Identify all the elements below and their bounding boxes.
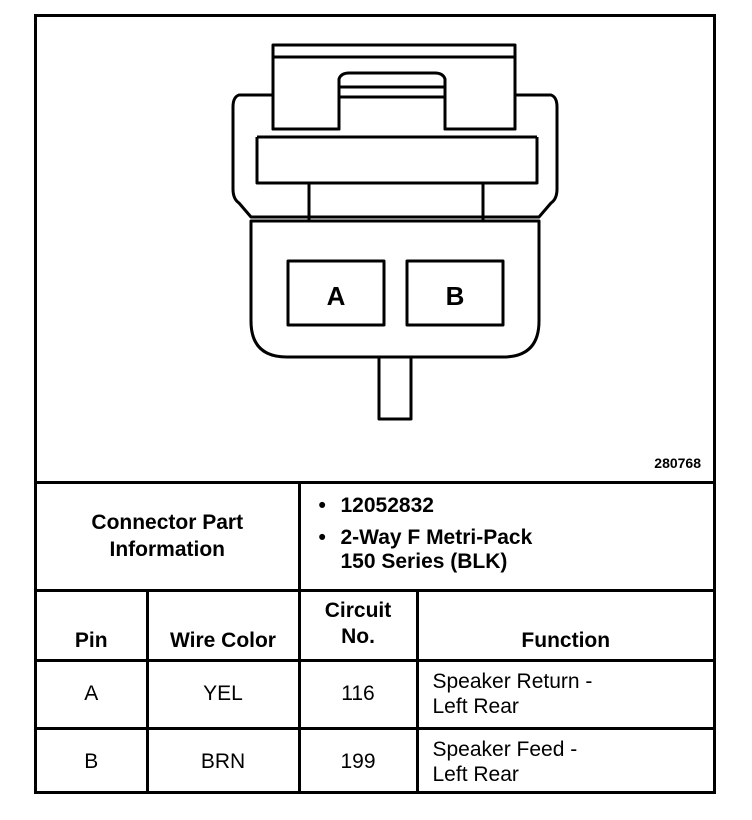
header-function: Function <box>417 590 713 660</box>
part-series-item <box>341 526 714 574</box>
row-b-function-line1: Speaker Feed - <box>432 737 578 761</box>
part-info-label-line2: Information <box>109 538 225 562</box>
row-b-function <box>417 728 713 794</box>
row-a-function-line1: Speaker Return - <box>432 670 593 693</box>
part-series-line1: • 2-Way F Metri-Pack <box>340 526 533 549</box>
connector-lower-body <box>251 221 539 357</box>
table-row <box>37 660 713 728</box>
wire-lead <box>379 357 411 419</box>
connector-info-frame <box>34 14 716 794</box>
pin-label-a: A <box>326 281 346 311</box>
row-a-function <box>417 660 713 728</box>
row-a-pin: A <box>37 660 147 728</box>
row-a-circuit: 116 <box>299 660 417 728</box>
part-info-label <box>37 484 299 590</box>
row-b-pin: B <box>37 728 147 794</box>
row-b-function-line2: Left Rear <box>432 762 519 786</box>
part-series-line2: 150 Series (BLK) <box>340 550 508 573</box>
part-info-list <box>301 484 714 574</box>
row-a-wire-color: YEL <box>147 660 299 728</box>
connector-upper-body <box>233 95 557 217</box>
part-number-item <box>341 494 714 518</box>
table-row <box>37 728 713 794</box>
connector-diagram <box>37 17 713 481</box>
row-a-function-line2: Left Rear <box>432 695 519 718</box>
header-row <box>37 590 713 660</box>
row-b-wire-color: BRN <box>147 728 299 794</box>
header-circuit-line2: No. <box>341 624 375 648</box>
header-circuit <box>299 590 417 660</box>
row-b-circuit: 199 <box>299 728 417 794</box>
part-info-label-line1: Connector Part <box>91 511 244 535</box>
part-info-details <box>299 484 713 590</box>
pin-label-b: B <box>445 281 465 311</box>
part-number: • 12052832 <box>340 494 434 517</box>
figure-number: 280768 <box>654 455 701 471</box>
header-pin: Pin <box>37 590 147 660</box>
header-circuit-line1: Circuit <box>324 598 392 622</box>
connector-drawing <box>37 17 713 481</box>
connector-info-table <box>37 484 713 794</box>
header-wire-color: Wire Color <box>147 590 299 660</box>
part-info-row <box>37 484 713 590</box>
